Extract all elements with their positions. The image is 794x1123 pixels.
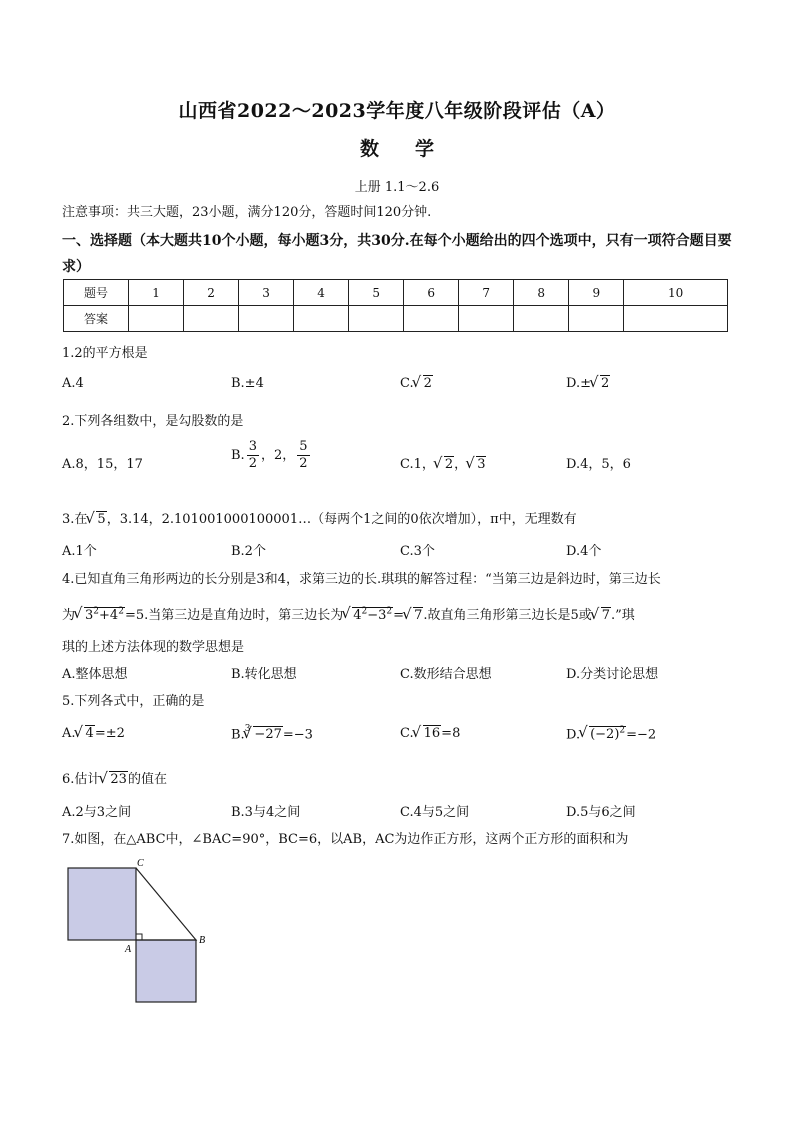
table-number: 6 xyxy=(404,280,459,306)
q5-option-b: B.$^3$√ −27=−3 xyxy=(231,726,313,742)
answer-cell[interactable] xyxy=(129,306,184,332)
q6-option-a: A.2与3之间 xyxy=(62,805,132,820)
table-number: 2 xyxy=(184,280,239,306)
answer-cell[interactable] xyxy=(349,306,404,332)
q3-option-d: D.4个 xyxy=(566,544,602,559)
q2-option-a: A.8，15，17 xyxy=(62,457,143,472)
table-number: 1 xyxy=(129,280,184,306)
q5-option-c: C.√ 16=8 xyxy=(400,726,460,741)
square-on-ac xyxy=(68,868,136,940)
subject-char-1: 数 xyxy=(359,138,379,160)
q4-line-1: 4.已知直角三角形两边的长分别是3和4，求第三边的长.琪琪的解答过程：“当第三边是斜边时，第三边长 xyxy=(62,572,661,587)
table-number: 4 xyxy=(294,280,349,306)
q3-option-b: B.2个 xyxy=(231,544,266,559)
label-a: A xyxy=(125,944,132,955)
square-on-ab xyxy=(136,940,196,1002)
label-c: C xyxy=(137,858,144,869)
table-number: 10 xyxy=(624,280,728,306)
chapter-range: 上册 1.1～2.6 xyxy=(354,180,440,195)
answer-cell[interactable] xyxy=(184,306,239,332)
q4-line-3: 琪的上述方法体现的数学思想是 xyxy=(62,640,245,655)
label-b: B xyxy=(199,935,206,946)
q4-line-2: 为√ $3^2+4^2=5$.当第三边是直角边时，第三边长为√ $4^2-3^2=√$ 7.故直角三角形第三边长是5或√ 7.”琪 xyxy=(62,604,635,623)
q1-option-c: C.√ 2 xyxy=(400,376,433,391)
answer-table-answer-row xyxy=(64,306,728,332)
q3-stem: 3.在√ 5，3.14，2.101001000100001…（每两个1之间的0依次增加），π中，无理数有 xyxy=(62,508,577,527)
subject-title xyxy=(0,134,794,161)
q3-option-a: A.1个 xyxy=(62,544,97,559)
table-label-number: 题号 xyxy=(64,280,129,306)
q2-option-b: B. $\frac{3}{2}$ ，2， $\frac{5}{2}$ xyxy=(231,439,308,471)
q5-option-a: A.√ 4=±2 xyxy=(62,726,125,741)
subject-char-2: 学 xyxy=(415,138,435,160)
q1-option-a: A.4 xyxy=(62,376,84,391)
q5-option-d: D.√ $(-2)^2=-2$ xyxy=(566,726,656,742)
q1-option-b: B.±4 xyxy=(231,376,264,391)
answer-cell[interactable] xyxy=(294,306,349,332)
q4-option-a: A.整体思想 xyxy=(62,667,128,682)
q2-stem: 2.下列各组数中，是勾股数的是 xyxy=(62,414,244,429)
q6-stem: 6.估计√ 23的值在 xyxy=(62,768,167,787)
answer-cell[interactable] xyxy=(514,306,569,332)
q3-option-c: C.3个 xyxy=(400,544,435,559)
answer-cell[interactable] xyxy=(569,306,624,332)
exam-title: 山西省2022～2023学年度八年级阶段评估（A） xyxy=(178,100,616,122)
table-label-answer: 答案 xyxy=(64,306,129,332)
q1-option-d: D.±√ 2 xyxy=(566,376,610,391)
right-angle-mark xyxy=(136,934,142,940)
q4-option-d: D.分类讨论思想 xyxy=(566,667,659,682)
answer-cell[interactable] xyxy=(404,306,459,332)
exam-notes: 注意事项：共三大题，23小题，满分120分，答题时间120分钟. xyxy=(62,205,432,220)
section-heading: 一、选择题（本大题共10个小题，每小题3分，共30分.在每个小题给出的四个选项中，只有一项符合题目要求） xyxy=(62,233,732,275)
q2-option-d: D.4，5，6 xyxy=(566,457,631,472)
q7-stem: 7.如图，在△ABC中，∠BAC=90°，BC=6，以AB，AC为边作正方形，这两个正方形的面积和为 xyxy=(62,832,629,847)
q1-stem: 1.2的平方根是 xyxy=(62,346,148,361)
table-number: 7 xyxy=(459,280,514,306)
q6-option-c: C.4与5之间 xyxy=(400,805,470,820)
answer-cell[interactable] xyxy=(624,306,728,332)
answer-table xyxy=(63,279,728,332)
triangle-abc xyxy=(136,868,196,940)
q4-option-b: B.转化思想 xyxy=(231,667,297,682)
answer-cell[interactable] xyxy=(459,306,514,332)
q7-figure xyxy=(62,858,212,1008)
table-number: 5 xyxy=(349,280,404,306)
table-number: 9 xyxy=(569,280,624,306)
q4-option-c: C.数形结合思想 xyxy=(400,667,492,682)
q6-option-d: D.5与6之间 xyxy=(566,805,636,820)
table-number: 3 xyxy=(239,280,294,306)
answer-cell[interactable] xyxy=(239,306,294,332)
q5-stem: 5.下列各式中，正确的是 xyxy=(62,694,205,709)
answer-table-header-row xyxy=(64,280,728,306)
q6-option-b: B.3与4之间 xyxy=(231,805,301,820)
q2-option-c: C.1，√ 2，√ 3 xyxy=(400,453,486,472)
table-number: 8 xyxy=(514,280,569,306)
